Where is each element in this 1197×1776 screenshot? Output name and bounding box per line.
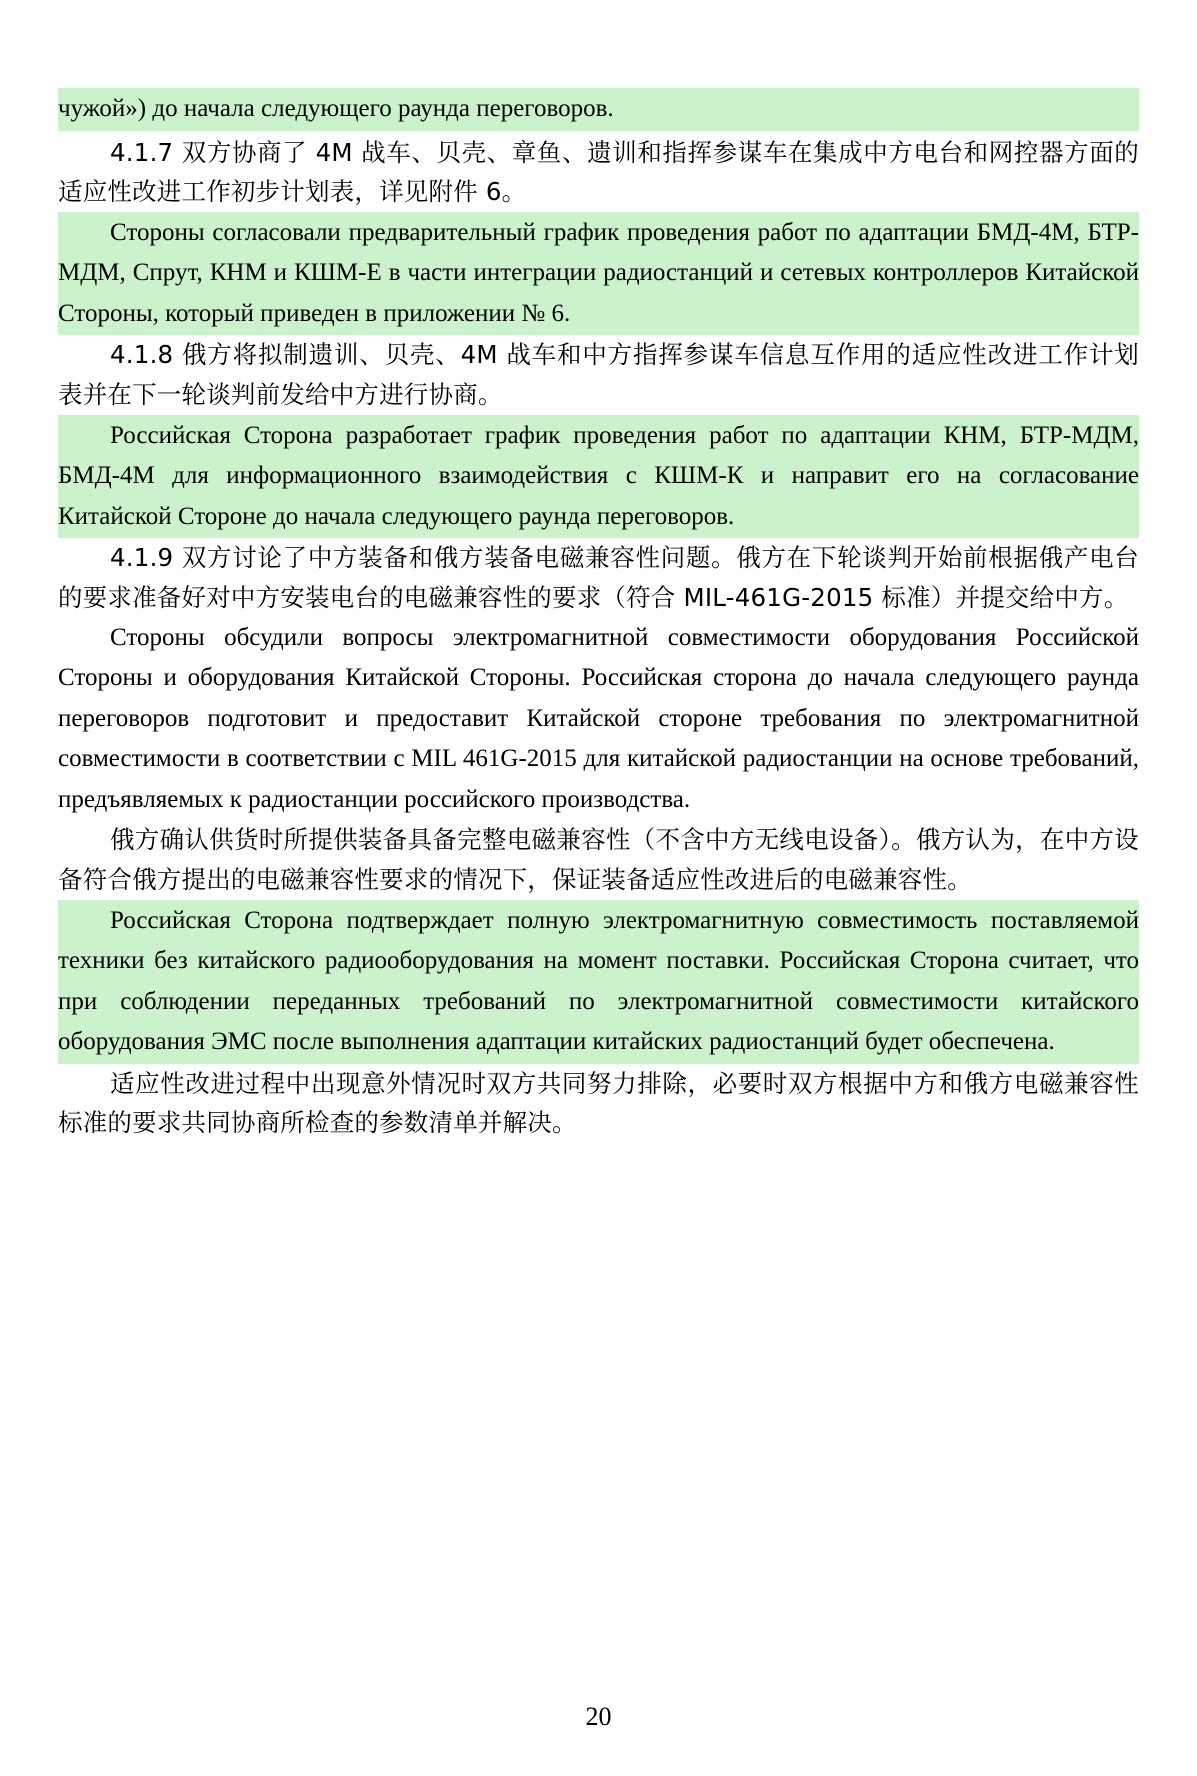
- paragraph-continuation-russian: чужой») до начала следующего раунда переговоров.: [58, 88, 1139, 131]
- paragraph-4-1-7-chinese: 4.1.7 双方协商了 4M 战车、贝壳、章鱼、遗训和指挥参谋车在集成中方电台和网控器方面的适应性改进工作初步计划表，详见附件 6。: [58, 137, 1139, 207]
- paragraph-emc-confirmation-russian: Российская Сторона подтверждает полную электромагнитную совместимость поставляемой техники без китайского радиооборудования на момент поставки. Российская Сторона считает, что при соблюдении переданных требований по электромагнитной совместимости китайского оборудования ЭМС после выполнения адаптации китайских радиостанций будет обеспечена.: [58, 900, 1139, 1064]
- paragraph-4-1-7-russian: Стороны согласовали предварительный график проведения работ по адаптации БМД-4М, БТР-МДМ, Спрут, КНМ и КШМ-Е в части интеграции радиостанций и сетевых контроллеров Китайской Стороны, который приведен в приложении № 6.: [58, 212, 1139, 336]
- paragraph-adaptation-issues-chinese: 适应性改进过程中出现意外情况时双方共同努力排除，必要时双方根据中方和俄方电磁兼容性标准的要求共同协商所检查的参数清单并解决。: [58, 1068, 1139, 1138]
- paragraph-4-1-8-russian: Российская Сторона разработает график проведения работ по адаптации КНМ, БТР-МДМ, БМД-4М для информационного взаимодействия с КШМ-К и направит его на согласование Китайской Стороне до начала следующего раунда переговоров.: [58, 415, 1139, 539]
- paragraph-4-1-9-chinese: 4.1.9 双方讨论了中方装备和俄方装备电磁兼容性问题。俄方在下轮谈判开始前根据俄产电台的要求准备好对中方安装电台的电磁兼容性的要求（符合 MIL-461G-2015 标准）并提交给中方。: [58, 543, 1139, 612]
- page-number: 20: [585, 1702, 612, 1731]
- paragraph-4-1-8-chinese: 4.1.8 俄方将拟制遗训、贝壳、4M 战车和中方指挥参谋车信息互作用的适应性改进工作计划表并在下一轮谈判前发给中方进行协商。: [58, 340, 1139, 410]
- paragraph-4-1-9-russian: Стороны обсудили вопросы электромагнитной совместимости оборудования Российской Стороны и оборудования Китайской Стороны. Российская сторона до начала следующего раунда переговоров подготовит и предоставит Китайской стороне требования по электромагнитной совместимости в соответствии с MIL 461G-2015 для китайской радиостанции на основе требований, предъявляемых к радиостанции российского производства.: [58, 623, 1139, 813]
- paragraph-emc-confirmation-chinese: 俄方确认供货时所提供装备具备完整电磁兼容性（不含中方无线电设备）。俄方认为，在中方设备符合俄方提出的电磁兼容性要求的情况下，保证装备适应性改进后的电磁兼容性。: [58, 825, 1139, 894]
